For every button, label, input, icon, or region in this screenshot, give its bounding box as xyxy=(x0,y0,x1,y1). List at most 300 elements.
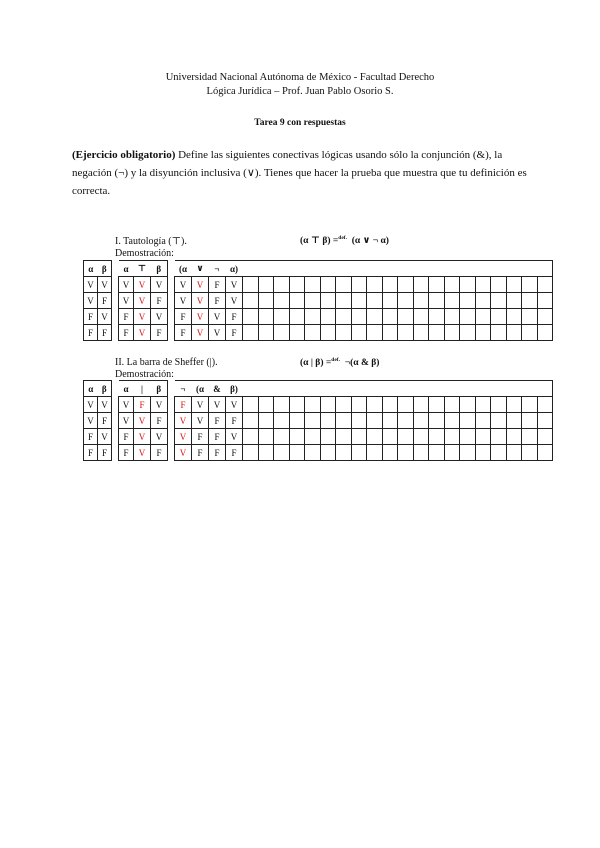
row-gap xyxy=(112,429,119,445)
blank-cell xyxy=(429,293,445,309)
header-blank-cell xyxy=(491,261,507,277)
blank-cell xyxy=(305,309,321,325)
blank-cell xyxy=(460,445,476,461)
header-blank-cell xyxy=(398,261,414,277)
blank-cell xyxy=(336,277,352,293)
truth-value-cell: F xyxy=(226,413,243,429)
row-gap xyxy=(112,293,119,309)
header-blank-cell xyxy=(444,381,460,397)
truth-value-cell: V xyxy=(226,429,243,445)
blank-cell xyxy=(382,445,398,461)
blank-cell xyxy=(444,445,460,461)
truth-value-cell: F xyxy=(226,325,243,341)
header-blank-cell xyxy=(491,381,507,397)
blank-cell xyxy=(320,413,336,429)
truth-value-cell: F xyxy=(175,325,192,341)
blank-cell xyxy=(413,277,429,293)
truth-value-cell: F xyxy=(226,445,243,461)
blank-cell xyxy=(274,309,290,325)
blank-cell xyxy=(336,445,352,461)
blank-cell xyxy=(460,325,476,341)
table-row xyxy=(84,309,553,325)
truth-table-sheffer xyxy=(83,380,553,461)
header-course: Lógica Jurídica – Prof. Juan Pablo Osorio S. xyxy=(206,86,394,97)
truth-value-cell: V xyxy=(192,277,209,293)
truth-value-cell: V xyxy=(134,445,151,461)
header-blank-cell xyxy=(305,261,321,277)
truth-value-cell: F xyxy=(84,309,98,325)
blank-cell xyxy=(367,309,383,325)
truth-value-cell: V xyxy=(209,309,226,325)
blank-cell xyxy=(444,429,460,445)
truth-value-cell: V xyxy=(151,309,168,325)
truth-value-cell: V xyxy=(226,277,243,293)
header-cell: β xyxy=(98,261,112,277)
blank-cell xyxy=(444,293,460,309)
truth-value-cell: V xyxy=(134,309,151,325)
blank-cell xyxy=(491,445,507,461)
blank-cell xyxy=(320,309,336,325)
table-row xyxy=(84,445,553,461)
blank-cell xyxy=(289,277,305,293)
truth-value-cell: V xyxy=(151,429,168,445)
blank-cell xyxy=(522,429,538,445)
truth-value-cell: V xyxy=(209,325,226,341)
header-blank-cell xyxy=(258,261,274,277)
blank-cell xyxy=(398,277,414,293)
blank-cell xyxy=(537,445,553,461)
section1-formula-lhs: (α ⊤ β) = xyxy=(300,236,339,247)
blank-cell xyxy=(336,325,352,341)
truth-value-cell: V xyxy=(119,413,134,429)
exercise-statement xyxy=(72,146,532,200)
truth-value-cell: F xyxy=(151,413,168,429)
blank-cell xyxy=(444,413,460,429)
header-blank-cell xyxy=(274,381,290,397)
blank-cell xyxy=(258,277,274,293)
truth-value-cell: V xyxy=(192,309,209,325)
blank-cell xyxy=(320,277,336,293)
row-gap xyxy=(168,293,175,309)
blank-cell xyxy=(258,429,274,445)
blank-cell xyxy=(351,413,367,429)
row-gap xyxy=(112,309,119,325)
truth-table-tautology xyxy=(83,260,553,341)
truth-value-cell: F xyxy=(84,445,98,461)
blank-cell xyxy=(475,325,491,341)
blank-cell xyxy=(475,309,491,325)
blank-cell xyxy=(491,397,507,413)
truth-value-cell: V xyxy=(175,413,192,429)
section1-formula-def: def. xyxy=(338,235,348,241)
blank-cell xyxy=(413,413,429,429)
blank-cell xyxy=(382,293,398,309)
blank-cell xyxy=(413,325,429,341)
blank-cell xyxy=(274,429,290,445)
header-blank-cell xyxy=(506,381,522,397)
header-blank-cell xyxy=(475,261,491,277)
truth-value-cell: F xyxy=(119,325,134,341)
blank-cell xyxy=(243,293,259,309)
blank-cell xyxy=(274,397,290,413)
blank-cell xyxy=(320,325,336,341)
blank-cell xyxy=(367,429,383,445)
blank-cell xyxy=(522,325,538,341)
blank-cell xyxy=(537,397,553,413)
blank-cell xyxy=(351,293,367,309)
section2-formula xyxy=(300,357,379,368)
blank-cell xyxy=(382,277,398,293)
blank-cell xyxy=(491,277,507,293)
truth-value-cell: V xyxy=(151,277,168,293)
blank-cell xyxy=(305,397,321,413)
blank-cell xyxy=(320,397,336,413)
blank-cell xyxy=(398,397,414,413)
blank-cell xyxy=(274,445,290,461)
blank-cell xyxy=(382,397,398,413)
row-gap xyxy=(168,309,175,325)
header-blank-cell xyxy=(305,381,321,397)
header-blank-cell xyxy=(413,261,429,277)
blank-cell xyxy=(491,429,507,445)
truth-value-cell: V xyxy=(209,397,226,413)
header-blank-cell xyxy=(367,381,383,397)
truth-value-cell: V xyxy=(98,397,112,413)
header-cell: β xyxy=(151,261,168,277)
blank-cell xyxy=(336,429,352,445)
header-cell: β xyxy=(98,381,112,397)
header-blank-cell xyxy=(351,381,367,397)
blank-cell xyxy=(413,293,429,309)
header-cell: ∨ xyxy=(192,261,209,277)
blank-cell xyxy=(320,429,336,445)
truth-value-cell: F xyxy=(119,445,134,461)
truth-value-cell: V xyxy=(192,293,209,309)
blank-cell xyxy=(522,293,538,309)
blank-cell xyxy=(429,325,445,341)
blank-cell xyxy=(460,429,476,445)
table-row xyxy=(84,277,553,293)
header-blank-cell xyxy=(382,381,398,397)
blank-cell xyxy=(537,277,553,293)
blank-cell xyxy=(289,445,305,461)
blank-cell xyxy=(305,429,321,445)
blank-cell xyxy=(398,429,414,445)
truth-value-cell: V xyxy=(226,397,243,413)
section2-label: II. La barra de Sheffer (|). xyxy=(115,357,218,368)
truth-value-cell: F xyxy=(192,445,209,461)
blank-cell xyxy=(537,293,553,309)
section1-formula-rhs: (α ∨ ¬ α) xyxy=(351,236,389,247)
truth-value-cell: F xyxy=(98,325,112,341)
row-gap xyxy=(168,445,175,461)
blank-cell xyxy=(506,445,522,461)
truth-value-cell: F xyxy=(151,325,168,341)
truth-value-cell: V xyxy=(175,429,192,445)
blank-cell xyxy=(382,325,398,341)
row-gap xyxy=(112,397,119,413)
blank-cell xyxy=(351,397,367,413)
blank-cell xyxy=(305,413,321,429)
blank-cell xyxy=(274,325,290,341)
header-blank-cell xyxy=(243,381,259,397)
blank-cell xyxy=(413,397,429,413)
header-blank-cell xyxy=(382,261,398,277)
blank-cell xyxy=(289,429,305,445)
blank-cell xyxy=(243,277,259,293)
exercise-label: (Ejercicio obligatorio) xyxy=(72,149,176,161)
blank-cell xyxy=(491,309,507,325)
truth-value-cell: F xyxy=(209,293,226,309)
truth-value-cell: F xyxy=(84,325,98,341)
truth-value-cell: V xyxy=(134,293,151,309)
truth-value-cell: F xyxy=(209,277,226,293)
header-blank-cell xyxy=(336,381,352,397)
header-gap xyxy=(168,261,175,277)
blank-cell xyxy=(367,413,383,429)
header-blank-cell xyxy=(522,261,538,277)
blank-cell xyxy=(274,413,290,429)
header-blank-cell xyxy=(274,261,290,277)
blank-cell xyxy=(258,309,274,325)
truth-value-cell: F xyxy=(209,429,226,445)
header-cell: α xyxy=(84,381,98,397)
header-blank-cell xyxy=(351,261,367,277)
blank-cell xyxy=(522,397,538,413)
section1-demo: Demostración: xyxy=(115,248,174,259)
blank-cell xyxy=(506,397,522,413)
blank-cell xyxy=(289,293,305,309)
blank-cell xyxy=(336,397,352,413)
blank-cell xyxy=(413,309,429,325)
header-blank-cell xyxy=(320,261,336,277)
blank-cell xyxy=(506,293,522,309)
table-row xyxy=(84,429,553,445)
blank-cell xyxy=(367,277,383,293)
blank-cell xyxy=(413,445,429,461)
header-blank-cell xyxy=(336,261,352,277)
blank-cell xyxy=(506,325,522,341)
blank-cell xyxy=(429,429,445,445)
header-gap xyxy=(168,381,175,397)
blank-cell xyxy=(522,309,538,325)
blank-cell xyxy=(506,413,522,429)
table-header-row xyxy=(84,381,553,397)
header-blank-cell xyxy=(243,261,259,277)
truth-value-cell: F xyxy=(98,413,112,429)
header-blank-cell xyxy=(289,261,305,277)
row-gap xyxy=(168,429,175,445)
header-blank-cell xyxy=(460,381,476,397)
blank-cell xyxy=(243,429,259,445)
blank-cell xyxy=(243,325,259,341)
truth-value-cell: F xyxy=(119,429,134,445)
blank-cell xyxy=(475,413,491,429)
blank-cell xyxy=(429,277,445,293)
truth-value-cell: V xyxy=(119,293,134,309)
blank-cell xyxy=(382,429,398,445)
row-gap xyxy=(168,325,175,341)
section2-demo: Demostración: xyxy=(115,369,174,380)
blank-cell xyxy=(491,413,507,429)
truth-value-cell: V xyxy=(98,429,112,445)
header-cell: β xyxy=(151,381,168,397)
blank-cell xyxy=(258,413,274,429)
header-gap xyxy=(112,381,119,397)
header-gap xyxy=(112,261,119,277)
blank-cell xyxy=(444,309,460,325)
section1-formula xyxy=(300,235,389,246)
truth-value-cell: V xyxy=(175,293,192,309)
blank-cell xyxy=(289,413,305,429)
blank-cell xyxy=(320,445,336,461)
truth-value-cell: V xyxy=(98,309,112,325)
blank-cell xyxy=(537,309,553,325)
truth-value-cell: F xyxy=(209,445,226,461)
header-blank-cell xyxy=(320,381,336,397)
row-gap xyxy=(168,413,175,429)
blank-cell xyxy=(475,445,491,461)
section1-label: I. Tautología (⊤). xyxy=(115,236,187,247)
blank-cell xyxy=(274,277,290,293)
truth-value-cell: V xyxy=(98,277,112,293)
blank-cell xyxy=(351,445,367,461)
header-cell: α xyxy=(119,381,134,397)
table-row xyxy=(84,413,553,429)
row-gap xyxy=(112,277,119,293)
header-cell: β) xyxy=(226,381,243,397)
blank-cell xyxy=(305,445,321,461)
header-blank-cell xyxy=(429,261,445,277)
header-blank-cell xyxy=(367,261,383,277)
header-cell: (α xyxy=(192,381,209,397)
header-cell: & xyxy=(209,381,226,397)
blank-cell xyxy=(460,397,476,413)
blank-cell xyxy=(491,325,507,341)
row-gap xyxy=(168,397,175,413)
header-blank-cell xyxy=(413,381,429,397)
section2-formula-def: def. xyxy=(331,357,340,363)
blank-cell xyxy=(444,397,460,413)
header-blank-cell xyxy=(429,381,445,397)
blank-cell xyxy=(522,445,538,461)
table-header-row xyxy=(84,261,553,277)
blank-cell xyxy=(398,325,414,341)
truth-value-cell: V xyxy=(84,397,98,413)
blank-cell xyxy=(367,293,383,309)
blank-cell xyxy=(305,277,321,293)
header-cell: α) xyxy=(226,261,243,277)
section2-formula-lhs: (α | β) = xyxy=(300,358,332,369)
header-blank-cell xyxy=(398,381,414,397)
blank-cell xyxy=(475,293,491,309)
header-blank-cell xyxy=(537,261,553,277)
truth-value-cell: V xyxy=(84,293,98,309)
blank-cell xyxy=(367,325,383,341)
blank-cell xyxy=(429,445,445,461)
truth-value-cell: V xyxy=(175,277,192,293)
blank-cell xyxy=(398,445,414,461)
header-blank-cell xyxy=(444,261,460,277)
blank-cell xyxy=(460,413,476,429)
truth-value-cell: F xyxy=(175,397,192,413)
blank-cell xyxy=(506,309,522,325)
blank-cell xyxy=(243,413,259,429)
blank-cell xyxy=(537,325,553,341)
header-blank-cell xyxy=(460,261,476,277)
header-cell: | xyxy=(134,381,151,397)
truth-value-cell: V xyxy=(134,325,151,341)
blank-cell xyxy=(398,413,414,429)
blank-cell xyxy=(243,309,259,325)
blank-cell xyxy=(351,309,367,325)
table-row xyxy=(84,293,553,309)
blank-cell xyxy=(336,413,352,429)
blank-cell xyxy=(444,277,460,293)
truth-value-cell: F xyxy=(98,293,112,309)
truth-value-cell: V xyxy=(134,429,151,445)
blank-cell xyxy=(289,397,305,413)
blank-cell xyxy=(258,397,274,413)
truth-value-cell: V xyxy=(192,325,209,341)
truth-value-cell: F xyxy=(134,397,151,413)
blank-cell xyxy=(289,325,305,341)
header-cell: ¬ xyxy=(209,261,226,277)
truth-value-cell: V xyxy=(84,413,98,429)
header-cell: (α xyxy=(175,261,192,277)
truth-value-cell: V xyxy=(192,397,209,413)
blank-cell xyxy=(336,293,352,309)
header-blank-cell xyxy=(537,381,553,397)
truth-value-cell: F xyxy=(209,413,226,429)
blank-cell xyxy=(243,397,259,413)
row-gap xyxy=(112,325,119,341)
page-title: Tarea 9 con respuestas xyxy=(254,118,346,128)
header-blank-cell xyxy=(258,381,274,397)
header-cell: ¬ xyxy=(175,381,192,397)
blank-cell xyxy=(336,309,352,325)
truth-value-cell: V xyxy=(151,397,168,413)
blank-cell xyxy=(258,293,274,309)
header-blank-cell xyxy=(475,381,491,397)
blank-cell xyxy=(429,397,445,413)
blank-cell xyxy=(398,309,414,325)
header-university: Universidad Nacional Autónoma de México - Facultad Derecho xyxy=(165,72,435,83)
row-gap xyxy=(168,277,175,293)
truth-value-cell: F xyxy=(119,309,134,325)
blank-cell xyxy=(429,413,445,429)
header-blank-cell xyxy=(522,381,538,397)
header-cell: α xyxy=(119,261,134,277)
truth-value-cell: F xyxy=(175,309,192,325)
truth-value-cell: V xyxy=(192,413,209,429)
blank-cell xyxy=(398,293,414,309)
blank-cell xyxy=(537,429,553,445)
blank-cell xyxy=(351,325,367,341)
truth-value-cell: V xyxy=(119,397,134,413)
blank-cell xyxy=(382,413,398,429)
truth-value-cell: F xyxy=(226,309,243,325)
blank-cell xyxy=(537,413,553,429)
header-blank-cell xyxy=(289,381,305,397)
blank-cell xyxy=(289,309,305,325)
header-cell: α xyxy=(84,261,98,277)
table-row xyxy=(84,325,553,341)
section2-formula-rhs: ¬(α & β) xyxy=(344,358,380,369)
blank-cell xyxy=(522,413,538,429)
header-cell: ⊤ xyxy=(134,261,151,277)
blank-cell xyxy=(351,429,367,445)
